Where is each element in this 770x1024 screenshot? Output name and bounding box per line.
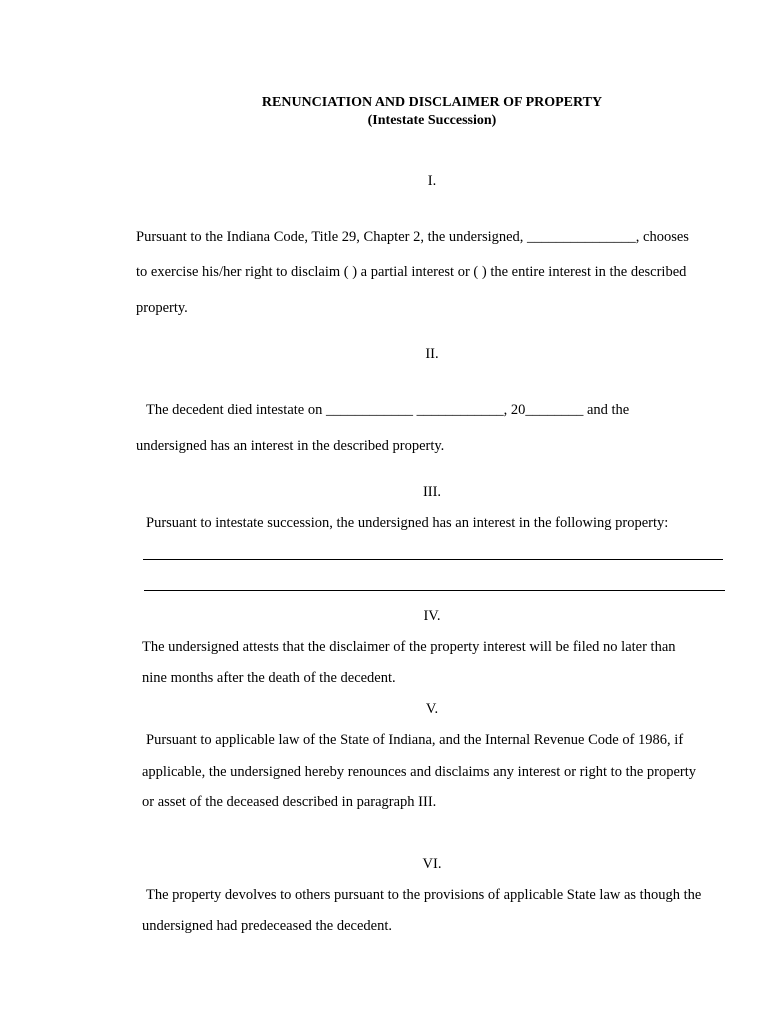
section-ii-line-2: undersigned has an interest in the described property. xyxy=(136,438,445,454)
document-subtitle: (Intestate Succession) xyxy=(367,113,497,128)
property-description-blank-line-1[interactable] xyxy=(143,559,723,560)
section-iii-heading: III. xyxy=(422,484,442,500)
section-vi-line-2: undersigned had predeceased the decedent. xyxy=(142,918,393,934)
property-description-blank-line-2[interactable] xyxy=(144,590,725,591)
section-iv-heading: IV. xyxy=(423,608,441,624)
section-v-line-2: applicable, the undersigned hereby renounces and disclaims any interest or right to the property xyxy=(142,764,697,780)
section-vi-line-1: The property devolves to others pursuant to the provisions of applicable State law as though the xyxy=(146,887,702,903)
section-vi-heading: VI. xyxy=(422,856,442,872)
section-v-line-1: Pursuant to applicable law of the State of Indiana, and the Internal Revenue Code of 1986, if xyxy=(146,732,684,748)
section-i-heading: I. xyxy=(427,173,437,189)
section-i-line-3: property. xyxy=(136,300,188,316)
section-ii-line-1: The decedent died intestate on ____________ ____________, 20________ and the xyxy=(146,402,630,418)
section-iv-line-1: The undersigned attests that the disclaimer of the property interest will be filed no later than xyxy=(142,639,676,655)
section-i-line-1: Pursuant to the Indiana Code, Title 29, Chapter 2, the undersigned, _______________, chooses xyxy=(136,229,689,245)
section-iii-line-1: Pursuant to intestate succession, the undersigned has an interest in the following property: xyxy=(146,515,669,531)
document-title: RENUNCIATION AND DISCLAIMER OF PROPERTY xyxy=(261,95,603,110)
section-ii-heading: II. xyxy=(425,346,439,362)
section-iv-line-2: nine months after the death of the decedent. xyxy=(142,670,396,686)
section-v-heading: V. xyxy=(425,701,439,717)
section-i-line-2: to exercise his/her right to disclaim ( ) a partial interest or ( ) the entire interest in the described xyxy=(136,264,687,280)
section-v-line-3: or asset of the deceased described in paragraph III. xyxy=(142,794,437,810)
